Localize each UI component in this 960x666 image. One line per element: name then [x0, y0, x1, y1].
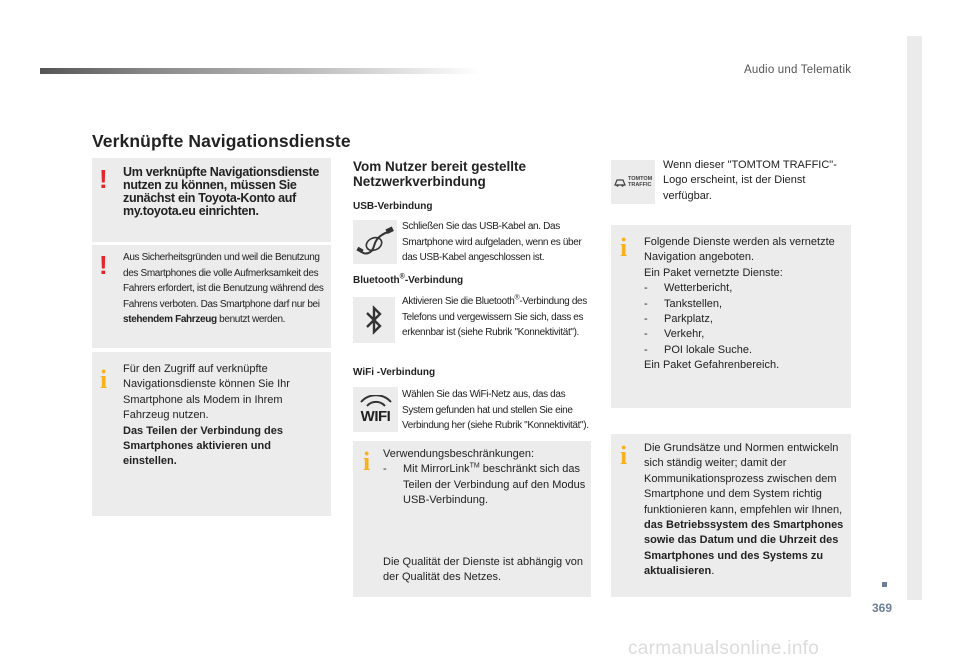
- warning-icon: !: [99, 164, 108, 194]
- tomtom-logo-line1: TOMTOM: [628, 176, 653, 182]
- tomtom-logo-line2: TRAFFIC: [628, 182, 652, 188]
- warning-safety-text: [123, 250, 327, 328]
- info-restrictions-list: [383, 462, 588, 508]
- usb-text: Schließen Sie das USB-Kabel an. Das Smartphone wird aufgeladen, wenn es über das USB-Kabel angeschlossen ist.: [402, 221, 582, 264]
- network-heading: Vom Nutzer bereit gestellte Netzwerkverbindung: [353, 159, 527, 189]
- services-pack: Ein Paket vernetzte Dienste:: [644, 266, 783, 279]
- tomtom-icon-box: [611, 160, 655, 204]
- warning-safety-text-a: Aus Sicherheitsgründen und weil die Benutzung des Smartphones die volle Aufmerksamkeit des Fahrers erfordert, ist die Benutzung während des Fahrens verboten.: [123, 252, 324, 310]
- list-item: [383, 462, 588, 508]
- info-updates-text: [644, 441, 849, 580]
- info-icon: i: [620, 233, 628, 262]
- wifi-icon-box: [353, 387, 398, 432]
- wifi-text: Wählen Sie das WiFi-Netz aus, das das System gefunden hat und stellen Sie eine Verbindung her (siehe Rubrik "Konnektivität").: [402, 389, 589, 432]
- wifi-heading: WiFi -Verbindung: [353, 367, 436, 378]
- services-list: [644, 281, 849, 358]
- bluetooth-text-sup: ®: [514, 294, 520, 302]
- warning-safety-text-b: Das Smartphone darf nur bei: [200, 298, 320, 310]
- list-item: - Parkplatz,: [644, 312, 849, 327]
- warning-icon: !: [99, 250, 108, 280]
- list-item: - Wetterbericht,: [644, 281, 849, 296]
- warning-account-text: Um verknüpfte Navigationsdienste nutzen zu können, müssen Sie zunächst ein Toyota-Konto auf my.toyota.eu einrichten.: [123, 165, 320, 218]
- updates-body: Die Grundsätze und Normen entwickeln sich ständig weiter; damit der Kommunikationsprozess zwischen dem Smartphone und dem System richtig funktionieren kann, empfehlen wir Ihnen,: [644, 442, 843, 516]
- info-modem-text: [123, 362, 323, 470]
- info-icon: i: [620, 441, 628, 470]
- list-item: - Verkehr,: [644, 327, 849, 342]
- wifi-icon: [358, 395, 394, 409]
- restriction-sup: TM: [469, 462, 480, 470]
- bluetooth-text: [402, 294, 592, 341]
- info-icon: i: [363, 447, 371, 476]
- restriction-text-a: Mit MirrorLink: [403, 463, 470, 476]
- bluetooth-text-b: -Verbindung des Telefons und vergewissern Sie sich, dass es erkennbar ist (siehe Rubrik "Konnektivität").: [402, 296, 587, 339]
- info-modem-bold: Das Teilen der Verbindung des Smartphones aktivieren und einstellen.: [123, 424, 283, 468]
- updates-end: .: [711, 565, 715, 578]
- bluetooth-heading-label: Bluetooth: [353, 275, 400, 286]
- bluetooth-heading-sup: ®: [399, 273, 405, 281]
- watermark: carmanualsonline.info: [628, 638, 820, 659]
- tomtom-logo-text: [628, 176, 652, 188]
- page-marker: [882, 582, 887, 587]
- info-restrictions-text: [383, 447, 588, 509]
- tomtom-traffic-icon: [614, 177, 626, 187]
- page-title: Verknüpfte Navigationsdienste: [92, 131, 351, 151]
- info-restrictions-intro: Verwendungsbeschränkungen:: [383, 448, 535, 460]
- info-modem-body: Für den Zugriff auf verknüpfte Navigationsdienste können Sie Ihr Smartphone als Modem in Ihrem Fahrzeug nutzen.: [123, 363, 290, 422]
- page-number: 369: [872, 601, 893, 615]
- wifi-icon-label: WIFI: [360, 408, 391, 425]
- restriction-text-b: beschränkt sich das Teilen der Verbindung auf den Modus USB-Verbindung.: [403, 463, 586, 507]
- info-services-text: [644, 235, 849, 374]
- usb-icon-box: [353, 220, 397, 264]
- usb-cable-icon: [356, 226, 394, 258]
- bluetooth-icon: [364, 304, 384, 336]
- tomtom-text: Wenn dieser "TOMTOM TRAFFIC"-Logo erscheint, ist der Dienst verfügbar.: [663, 159, 837, 202]
- services-intro: Folgende Dienste werden als vernetzte Navigation angeboten.: [644, 236, 835, 264]
- header-gradient-bar: [40, 68, 480, 74]
- bluetooth-heading-suffix: -Verbindung: [404, 275, 464, 286]
- page-side-strip: [907, 36, 922, 600]
- info-quality-text: Die Qualität der Dienste ist abhängig von der Qualität des Netzes.: [383, 556, 583, 584]
- list-item: - POI lokale Suche.: [644, 343, 849, 358]
- section-header: Audio und Telematik: [744, 64, 852, 76]
- bluetooth-icon-box: [353, 297, 395, 343]
- warning-safety-text-c: benutzt werden.: [219, 314, 286, 326]
- services-footer: Ein Paket Gefahrenbereich.: [644, 359, 780, 372]
- info-icon: i: [100, 365, 108, 394]
- usb-heading: USB-Verbindung: [353, 201, 433, 212]
- bluetooth-heading: [353, 275, 463, 286]
- list-item: - Tankstellen,: [644, 297, 849, 312]
- bluetooth-text-a: Aktivieren Sie die Bluetooth: [402, 296, 515, 307]
- updates-bold: das Betriebssystem des Smartphones sowie das Datum und die Uhrzeit des Smartphones und des Systems zu aktualisieren: [644, 519, 844, 578]
- warning-safety-bold: stehendem Fahrzeug: [123, 314, 217, 326]
